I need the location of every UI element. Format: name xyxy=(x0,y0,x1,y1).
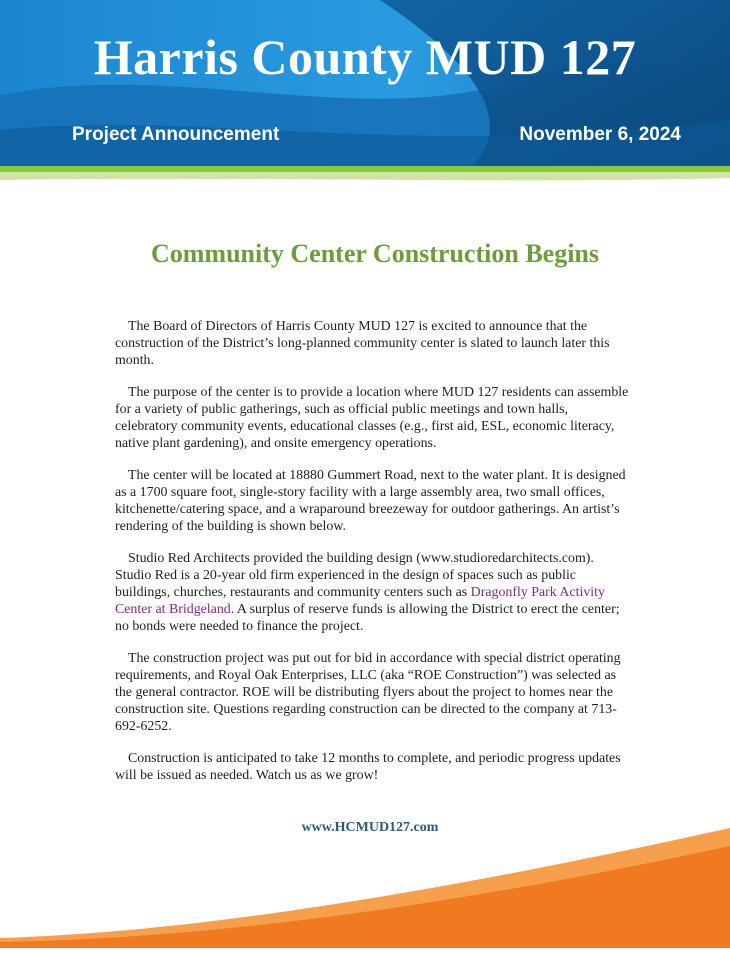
announcement-label: Project Announcement xyxy=(72,124,280,145)
paragraph-4 xyxy=(115,550,630,635)
paragraph-4-text-b: . A surplus of reserve funds is allowing the District to erect the center; no bonds were needed to finance the project. xyxy=(115,602,620,634)
paragraph-6: Construction is anticipated to take 12 months to complete, and periodic progress updates will be issued as needed. Watch us as we grow! xyxy=(115,751,621,783)
header-banner xyxy=(0,0,730,182)
dragonfly-park-link[interactable]: Dragonfly Park Activity Center at Bridgeland xyxy=(115,585,605,617)
website-url[interactable]: www.HCMUD127.com xyxy=(301,820,439,835)
footer-wave xyxy=(0,820,730,948)
footer-background xyxy=(0,820,730,948)
paragraph-1: The Board of Directors of Harris County MUD 127 is excited to announce that the construction of the District’s long-planned community center is slated to launch later this month. xyxy=(115,319,610,368)
announcement-date: November 6, 2024 xyxy=(519,124,681,145)
paragraph-5: The construction project was put out for bid in accordance with special district operating requirements, and Royal Oak Enterprises, LLC (aka “ROE Construction”) was selected as the general contractor. ROE will be distributing flyers about the project to homes near the construction site. Questions regarding construction can be directed to the company at 713-692-6252. xyxy=(115,651,621,734)
article-headline: Community Center Construction Begins xyxy=(150,239,600,268)
article-body xyxy=(115,318,630,799)
paragraph-2: The purpose of the center is to provide a location where MUD 127 residents can assemble for a variety of public gatherings, such as official public meetings and town halls, celebratory community events, educational classes (e.g., first aid, ESL, economic literacy, native plant gardening), and onsite emergency operations. xyxy=(115,385,629,451)
organization-title: Harris County MUD 127 xyxy=(93,29,637,85)
paragraph-3: The center will be located at 18880 Gummert Road, next to the water plant. It is designed as a 1700 square foot, single-story facility with a large assembly area, two small offices, kitchenette/catering space, and a wraparound breezeway for outdoor gatherings. An artist’s rendering of the building is shown below. xyxy=(115,468,626,534)
paragraph-4-text-a: Studio Red Architects provided the building design (www.studioredarchitects.com). Studio Red is a 20-year old firm experienced in the design of spaces such as public buildings, churches, restaurants and community centers such as xyxy=(115,551,594,600)
